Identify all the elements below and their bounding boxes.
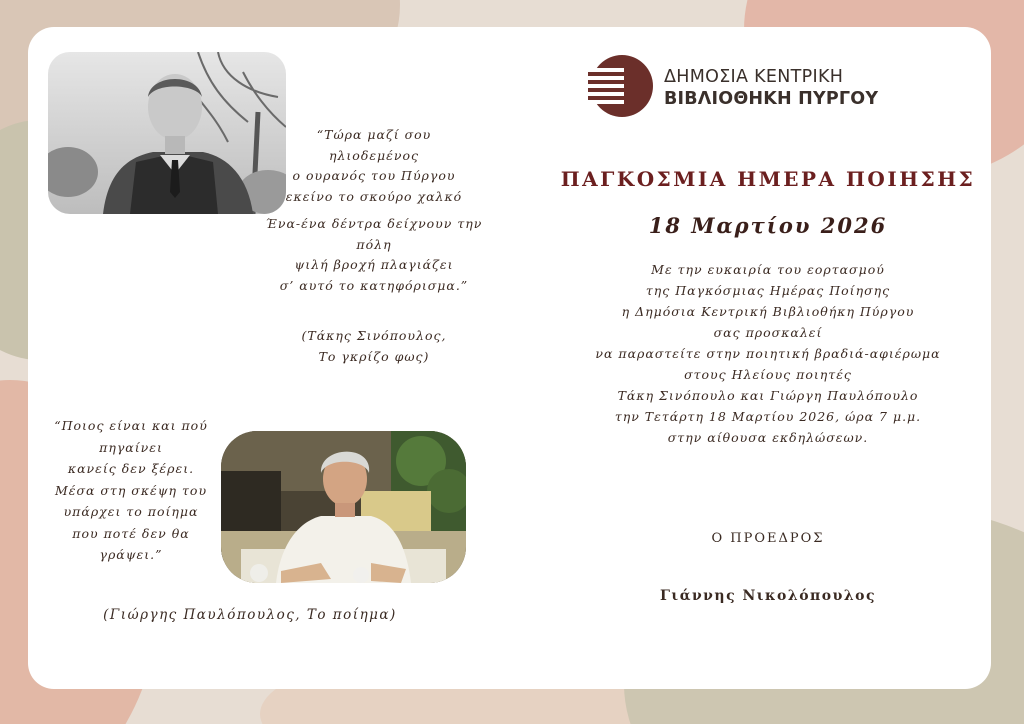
logo-text-line2: ΒΙΒΛΙΟΘΗΚΗ ΠΥΡΓΟΥ [664,89,879,109]
event-date: 18 Μαρτίου 2026 [648,213,888,238]
invitation-line: την Τετάρτη 18 Μαρτίου 2026, ώρα 7 μ.μ. [614,409,922,424]
invitation-line: της Παγκόσμιας Ημέρας Ποίησης [645,283,891,298]
invitation-card [28,27,991,689]
poem-line: “Ποιος είναι και πού [54,418,208,433]
portrait-photo-sinopoulos [48,52,286,214]
invitation-line: να παραστείτε στην ποιητική βραδιά-αφιέρωμα [595,346,941,361]
event-title: ΠΑΓΚΟΣΜΙΑ ΗΜΕΡΑ ΠΟΙΗΣΗΣ [560,167,976,191]
poem-line: σ’ αυτό το κατηφόρισμα.” [279,277,469,293]
poem-sinopoulos [254,125,494,367]
poem-pavlopoulos [48,415,214,566]
invitation-line: Με την ευκαιρία του εορτασμού [651,262,885,277]
poem-line: ψιλή βροχή πλαγιάζει [294,257,454,272]
logo-text-line1: ΔΗΜΟΣΙΑ ΚΕΝΤΡΙΚΗ [664,67,844,87]
poem-line: ηλιοδεμένος [328,147,420,163]
invitation-line: η Δημόσια Κεντρική Βιβλιοθήκη Πύργου [621,304,915,319]
poem-line: υπάρχει το ποίημα [63,504,199,519]
stanza-gap [254,207,494,214]
poem-line: Μέσα στη σκέψη του [54,482,208,498]
invitation-line: στην αίθουσα εκδηλώσεων. [667,430,869,445]
invitation-line: σας προσκαλεί [713,325,823,340]
invitation-text [548,259,988,448]
president-name: Γιάννης Νικολόπουλος [659,588,877,604]
library-logo [584,53,904,119]
invitation-line: στους Ηλείους ποιητές [684,367,852,382]
poem-attribution: (Γιώργης Παυλόπουλος, Το ποίημα) [103,607,397,623]
poem-line: ο ουρανός του Πύργου [292,168,456,183]
poem-line: που ποτέ δεν θα [72,525,190,541]
poem-line: κανείς δεν ξέρει. [67,461,195,476]
portrait-photo-pavlopoulos [221,431,466,583]
library-logo-icon [584,53,656,119]
poem-line: εκείνο το σκούρο χαλκό [285,188,463,204]
poem-attribution: (Τάκης Σινόπουλος, [301,328,447,343]
poem-line: πηγαίνει [99,439,163,455]
president-label: Ο ΠΡΟΕΔΡΟΣ [711,531,825,546]
stanza-gap [254,296,494,326]
invitation-line: Τάκη Σινόπουλο και Γιώργη Παυλόπουλο [617,388,919,403]
poem-line: γράψει.” [99,547,163,562]
poem-line: Ένα-ένα δέντρα δείχνουν την πόλη [265,216,483,252]
poem-line: “Τώρα μαζί σου [316,127,432,142]
poem-attribution: Το γκρίζο φως) [318,348,430,364]
